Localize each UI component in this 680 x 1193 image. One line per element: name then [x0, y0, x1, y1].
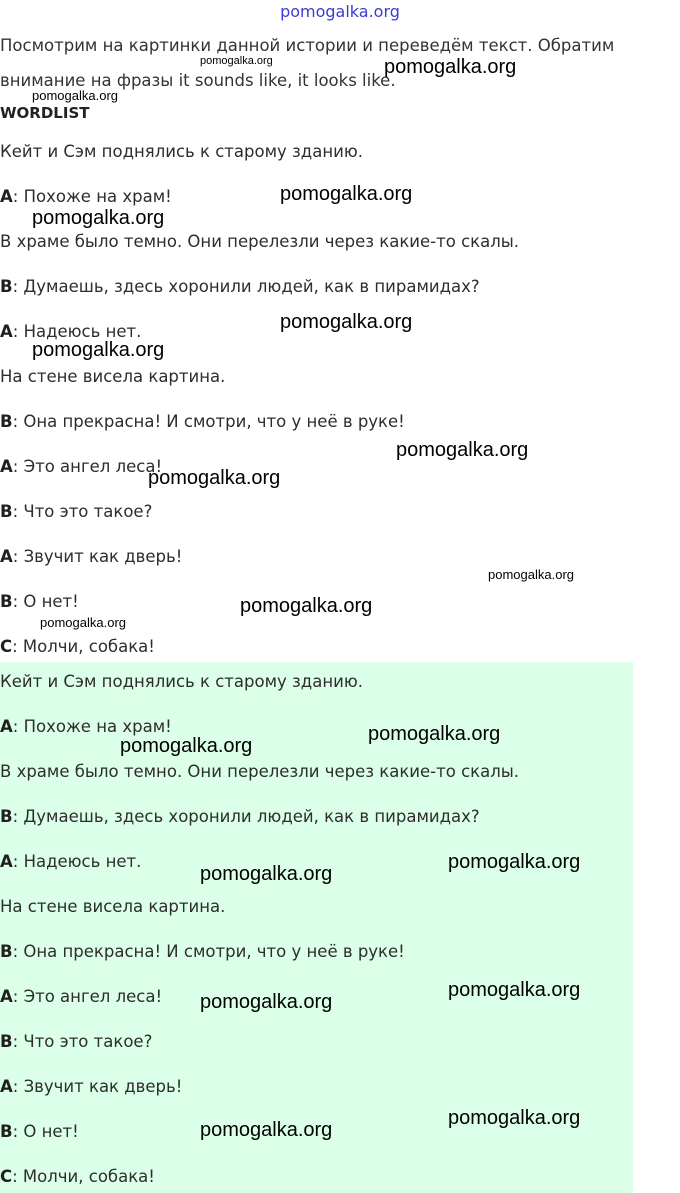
dialogue-line	[0, 1167, 155, 1186]
dialogue-line	[0, 852, 141, 871]
speaker-label: A	[0, 987, 13, 1006]
speaker-label: A	[0, 1077, 13, 1096]
watermark: pomogalka.org	[240, 595, 373, 617]
watermark: pomogalka.org	[448, 1107, 581, 1129]
speaker-label: C	[0, 637, 13, 656]
watermark: pomogalka.org	[488, 567, 574, 582]
dialogue-line	[0, 942, 405, 961]
line-text: Кейт и Сэм поднялись к старому зданию.	[0, 672, 363, 691]
dialogue-line	[0, 987, 162, 1006]
line-text: : О нет!	[12, 592, 79, 611]
line-text: : Надеюсь нет.	[12, 322, 142, 341]
line-text: : Думаешь, здесь хоронили людей, как в пирамидах?	[12, 277, 480, 296]
dialogue-line	[0, 637, 155, 656]
line-text: : Она прекрасна! И смотри, что у неё в руке!	[12, 942, 405, 961]
line-text: : Это ангел леса!	[12, 987, 163, 1006]
dialogue-line	[0, 1122, 79, 1141]
watermark: pomogalka.org	[200, 991, 333, 1013]
line-text: : Похоже на храм!	[12, 187, 172, 206]
line-text: : Молчи, собака!	[12, 1167, 155, 1186]
watermark: pomogalka.org	[32, 88, 118, 103]
intro-paragraph: Посмотрим на картинки данной истории и переведём текст. Обратим внимание на фразы it sounds like, it looks like.	[0, 36, 615, 90]
line-text: : Молчи, собака!	[12, 637, 155, 656]
speaker-label: C	[0, 1167, 13, 1186]
watermark: pomogalka.org	[396, 439, 529, 461]
dialogue-line	[0, 762, 519, 781]
line-text: : Звучит как дверь!	[12, 1077, 183, 1096]
watermark: pomogalka.org	[200, 863, 333, 885]
speaker-label: A	[0, 852, 13, 871]
site-header-link[interactable]: pomogalka.org	[280, 2, 400, 21]
speaker-label: A	[0, 187, 13, 206]
line-text: : Думаешь, здесь хоронили людей, как в пирамидах?	[12, 807, 480, 826]
dialogue-line	[0, 187, 172, 206]
speaker-label: A	[0, 717, 13, 736]
watermark: pomogalka.org	[200, 1119, 333, 1141]
dialogue-line	[0, 457, 162, 476]
speaker-label: A	[0, 547, 13, 566]
speaker-label: A	[0, 322, 13, 341]
watermark: pomogalka.org	[148, 467, 281, 489]
dialogue-line	[0, 672, 363, 691]
watermark: pomogalka.org	[200, 55, 273, 67]
watermark: pomogalka.org	[448, 851, 581, 873]
speaker-label: B	[0, 412, 13, 431]
watermark: pomogalka.org	[40, 615, 126, 630]
watermark: pomogalka.org	[448, 979, 581, 1001]
line-text: : Похоже на храм!	[12, 717, 172, 736]
line-text: На стене висела картина.	[0, 367, 226, 386]
dialogue-line	[0, 1032, 152, 1051]
watermark: pomogalka.org	[368, 723, 501, 745]
watermark: pomogalka.org	[120, 735, 253, 757]
speaker-label: A	[0, 457, 13, 476]
watermark: pomogalka.org	[280, 311, 413, 333]
line-text: : Надеюсь нет.	[12, 852, 142, 871]
line-text: В храме было темно. Они перелезли через какие-то скалы.	[0, 232, 520, 251]
speaker-label: B	[0, 592, 13, 611]
speaker-label: B	[0, 277, 13, 296]
watermark: pomogalka.org	[32, 207, 165, 229]
dialogue-line	[0, 1077, 182, 1096]
dialogue-line	[0, 717, 172, 736]
dialogue-line	[0, 367, 225, 386]
dialogue-line	[0, 807, 480, 826]
dialogue-line	[0, 232, 519, 251]
watermark: pomogalka.org	[32, 339, 165, 361]
line-text: : Она прекрасна! И смотри, что у неё в руке!	[12, 412, 405, 431]
speaker-label: B	[0, 942, 13, 961]
wordlist-heading: WORDLIST	[0, 104, 90, 122]
watermark: pomogalka.org	[384, 56, 517, 78]
dialogue-line	[0, 592, 79, 611]
speaker-label: B	[0, 502, 13, 521]
dialogue-line	[0, 142, 363, 161]
line-text: : Звучит как дверь!	[12, 547, 183, 566]
line-text: На стене висела картина.	[0, 897, 226, 916]
line-text: В храме было темно. Они перелезли через какие-то скалы.	[0, 762, 520, 781]
dialogue-line	[0, 277, 480, 296]
line-text: Кейт и Сэм поднялись к старому зданию.	[0, 142, 363, 161]
dialogue-line	[0, 412, 405, 431]
speaker-label: B	[0, 1032, 13, 1051]
line-text: : Это ангел леса!	[12, 457, 163, 476]
watermark: pomogalka.org	[280, 183, 413, 205]
dialogue-line	[0, 502, 152, 521]
line-text: : Что это такое?	[12, 1032, 153, 1051]
speaker-label: B	[0, 807, 13, 826]
dialogue-line	[0, 547, 182, 566]
line-text: : О нет!	[12, 1122, 79, 1141]
speaker-label: B	[0, 1122, 13, 1141]
dialogue-line	[0, 897, 225, 916]
line-text: : Что это такое?	[12, 502, 153, 521]
